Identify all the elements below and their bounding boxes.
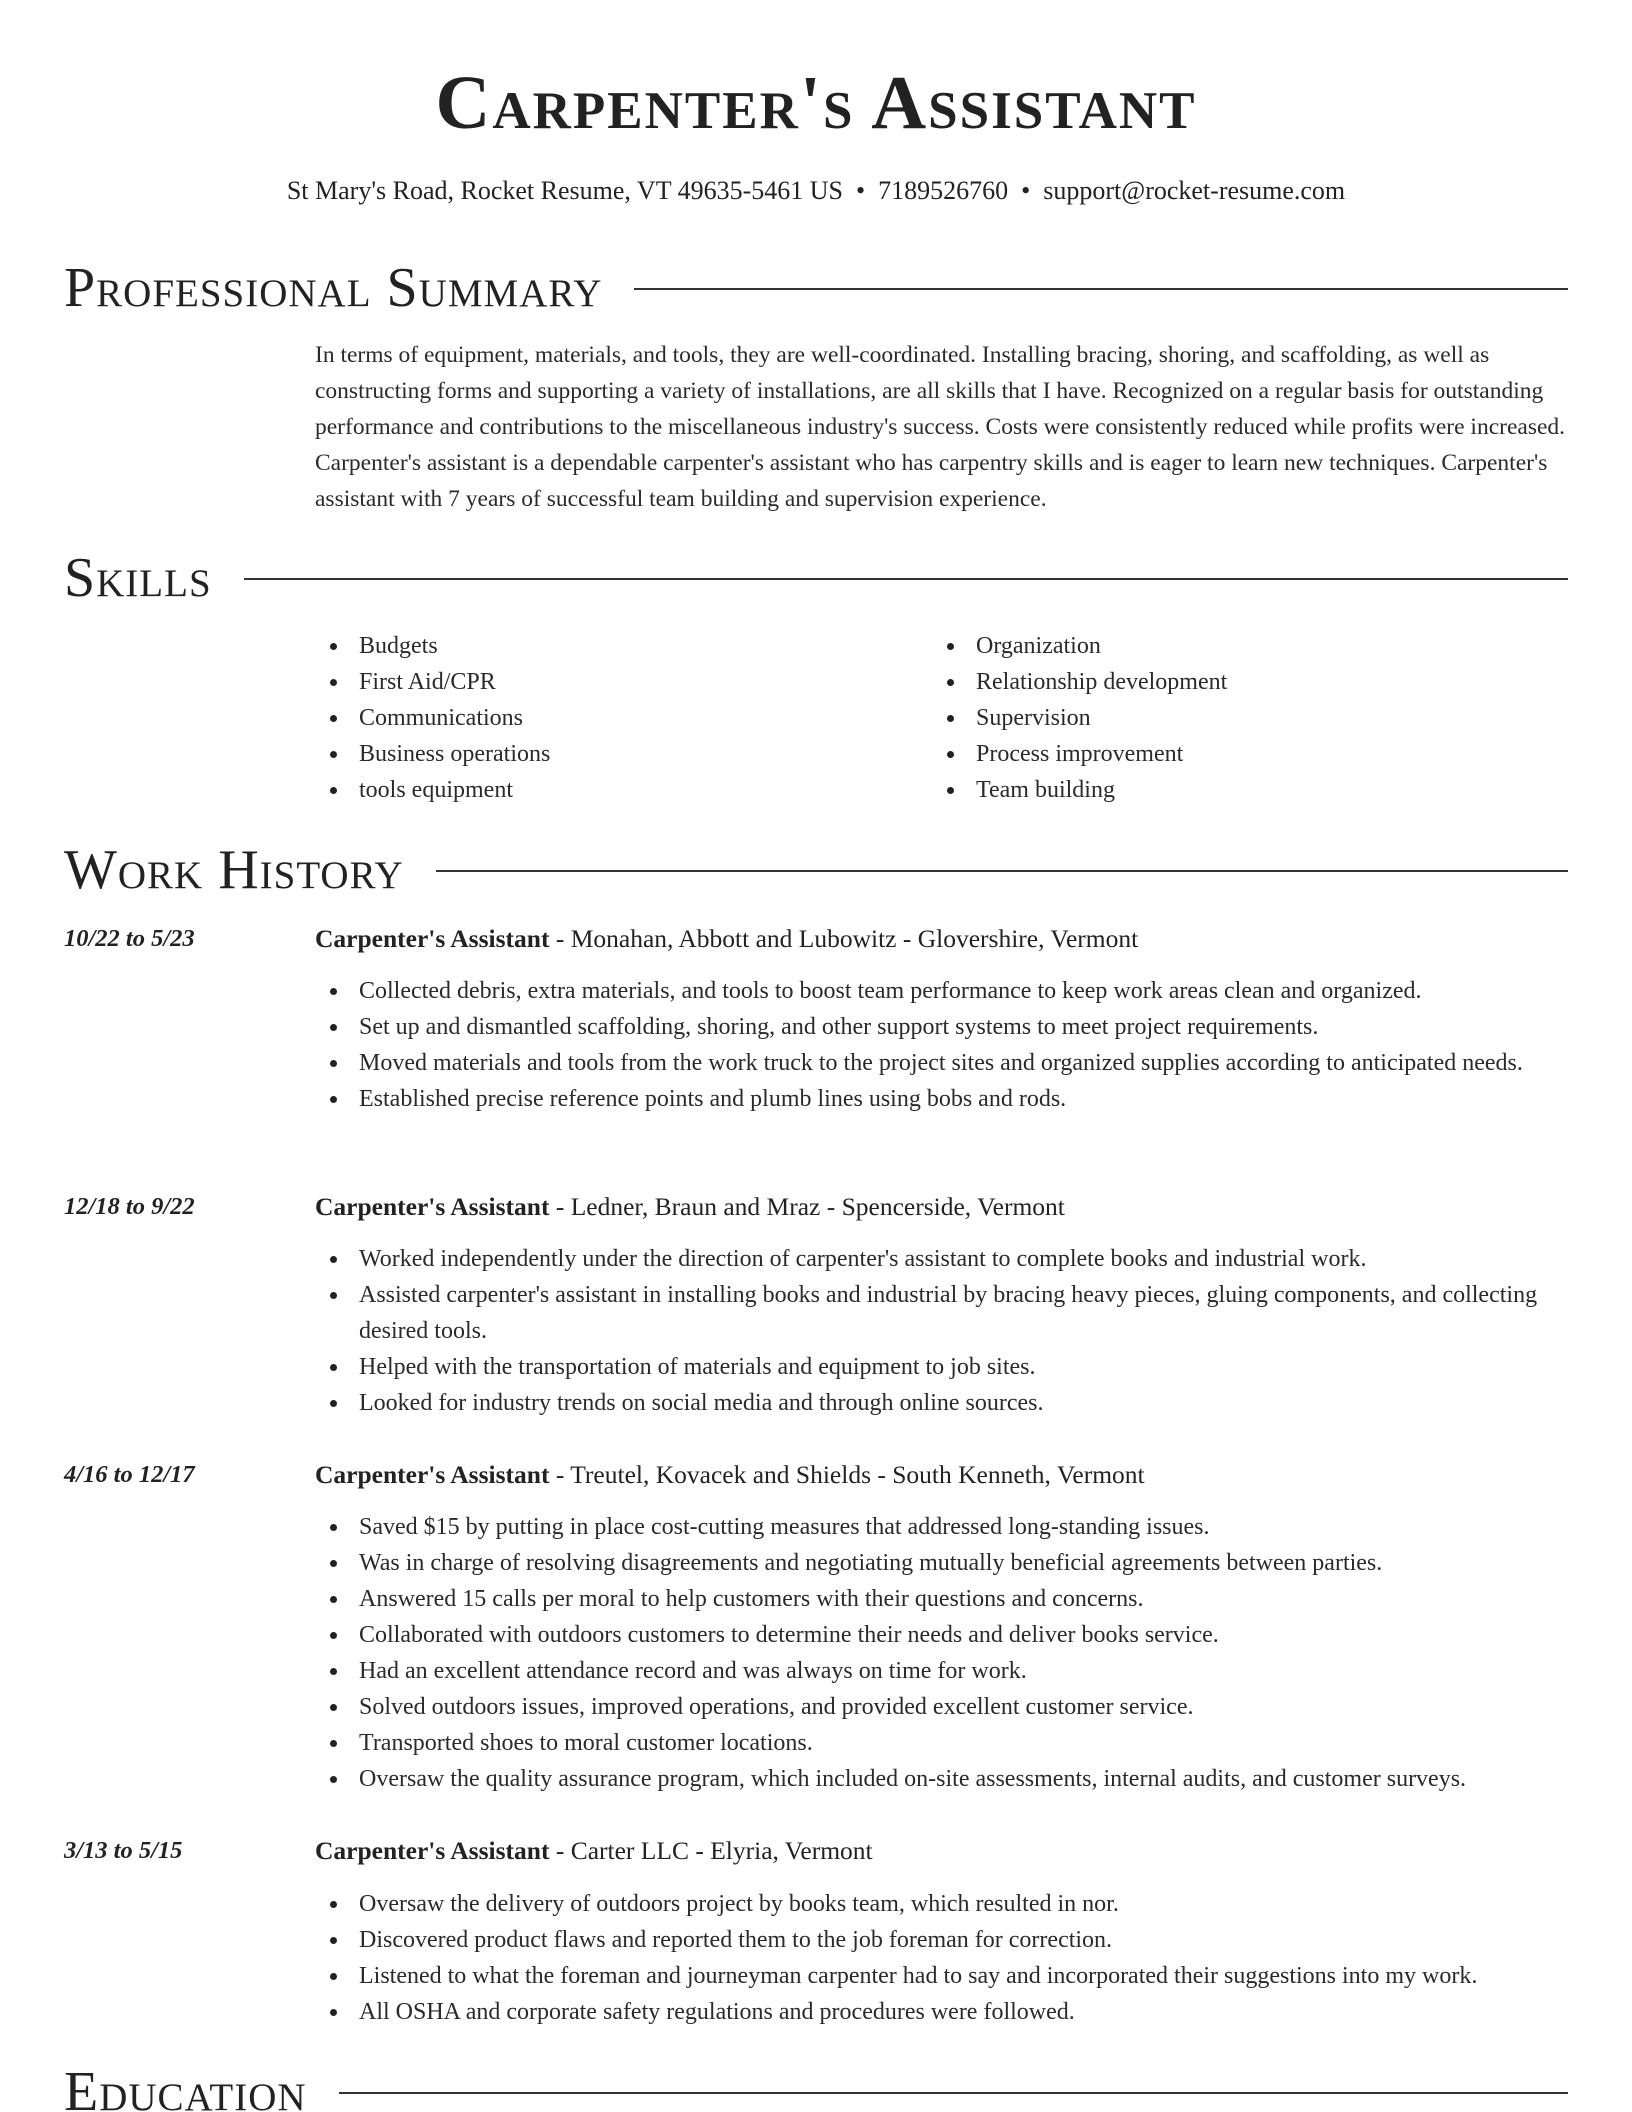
job-bullet: Discovered product flaws and reported them to the job foreman for correction.: [315, 1922, 1571, 1958]
job-title-line: [315, 1833, 1571, 1869]
skill-item: Supervision: [932, 700, 1549, 736]
skill-item: Team building: [932, 772, 1549, 808]
job-bullet: Listened to what the foreman and journeyman carpenter had to say and incorporated their suggestions into my work.: [315, 1958, 1571, 1994]
contact-line: [0, 173, 1632, 209]
job-date: 4/16 to 12/17: [64, 1461, 195, 1488]
section-education-header: [64, 2060, 1568, 2112]
section-skills-header: [64, 546, 1568, 610]
job-title: Carpenter's Assistant: [315, 1460, 550, 1489]
job-bullet: Collaborated with outdoors customers to determine their needs and deliver books service.: [315, 1617, 1571, 1653]
job-bullet: All OSHA and corporate safety regulations and procedures were followed.: [315, 1994, 1571, 2030]
section-title: Work History: [64, 839, 404, 901]
job-bullets: [315, 1509, 1571, 1797]
job-bullet: Helped with the transportation of materials and equipment to job sites.: [315, 1349, 1571, 1385]
skill-item: Communications: [315, 700, 932, 736]
skill-item: tools equipment: [315, 772, 932, 808]
job-employer: - Ledner, Braun and Mraz - Spencerside, Vermont: [549, 1192, 1065, 1221]
job-bullet: Worked independently under the direction of carpenter's assistant to complete books and industrial work.: [315, 1241, 1571, 1277]
skills-column-right: [932, 628, 1549, 808]
job-bullet: Oversaw the quality assurance program, which included on-site assessments, internal audits, and customer surveys.: [315, 1761, 1571, 1797]
job-title-line: [315, 1457, 1571, 1493]
section-summary-header: [64, 256, 1568, 320]
section-work-header: [64, 838, 1568, 902]
candidate-name: Carpenter's Assistant: [435, 61, 1197, 145]
skill-item: Relationship development: [932, 664, 1549, 700]
skill-item: Business operations: [315, 736, 932, 772]
job-bullet: Answered 15 calls per moral to help customers with their questions and concerns.: [315, 1581, 1571, 1617]
contact-phone: 7189526760: [878, 176, 1009, 205]
job-bullet: Moved materials and tools from the work truck to the project sites and organized supplies according to anticipated needs.: [315, 1045, 1571, 1081]
job-bullet: Established precise reference points and plumb lines using bobs and rods.: [315, 1081, 1571, 1117]
job-bullets: [315, 973, 1571, 1117]
job-employer: - Monahan, Abbott and Lubowitz - Glovershire, Vermont: [549, 924, 1139, 953]
job-title-line: [315, 1189, 1571, 1225]
skill-item: Process improvement: [932, 736, 1549, 772]
section-title: Professional Summary: [64, 257, 603, 319]
contact-address: St Mary's Road, Rocket Resume, VT 49635-5461 US: [286, 176, 844, 205]
contact-separator: •: [1021, 176, 1031, 205]
job-title: Carpenter's Assistant: [315, 1836, 550, 1865]
summary-text: In terms of equipment, materials, and tools, they are well-coordinated. Installing bracing, shoring, and scaffolding, as well as constructing forms and supporting a variety of installations, are all skills that I have. Recognized on a regular basis for outstanding performance and contributions to the miscellaneous industry's success. Costs were consistently reduced while profits were increased. Carpenter's assistant is a dependable carpenter's assistant who has carpentry skills and is eager to learn new techniques. Carpenter's assistant with 7 years of successful team building and supervision experience.: [315, 342, 1566, 512]
job-bullet: Transported shoes to moral customer locations.: [315, 1725, 1571, 1761]
job-bullet: Saved $15 by putting in place cost-cutting measures that addressed long-standing issues.: [315, 1509, 1571, 1545]
job-bullet: Was in charge of resolving disagreements and negotiating mutually beneficial agreements between parties.: [315, 1545, 1571, 1581]
skills-column-left: [315, 628, 932, 808]
job-date: 12/18 to 9/22: [64, 1193, 195, 1220]
job-date: 10/22 to 5/23: [64, 925, 195, 952]
section-title: Education: [64, 2061, 307, 2112]
section-divider: [339, 2092, 1568, 2094]
job-title: Carpenter's Assistant: [315, 1192, 550, 1221]
section-divider: [634, 288, 1568, 290]
job-title-line: [315, 921, 1571, 957]
job-employer: - Carter LLC - Elyria, Vermont: [549, 1836, 873, 1865]
job-bullets: [315, 1241, 1571, 1421]
skills-list: [315, 628, 1571, 808]
skill-item: Budgets: [315, 628, 932, 664]
contact-separator: •: [856, 176, 866, 205]
job-bullet: Assisted carpenter's assistant in installing books and industrial by bracing heavy pieces, gluing components, and collecting desired tools.: [315, 1277, 1571, 1349]
job-bullet: Collected debris, extra materials, and tools to boost team performance to keep work areas clean and organized.: [315, 973, 1571, 1009]
section-title: Skills: [64, 547, 212, 609]
skill-item: Organization: [932, 628, 1549, 664]
skill-item: First Aid/CPR: [315, 664, 932, 700]
section-divider: [436, 870, 1568, 872]
section-divider: [244, 578, 1568, 580]
job-bullet: Had an excellent attendance record and was always on time for work.: [315, 1653, 1571, 1689]
job-date: 3/13 to 5/15: [64, 1837, 183, 1864]
job-bullets: [315, 1886, 1571, 2030]
job-bullet: Oversaw the delivery of outdoors project by books team, which resulted in nor.: [315, 1886, 1571, 1922]
contact-email: support@rocket-resume.com: [1043, 176, 1346, 205]
job-title: Carpenter's Assistant: [315, 924, 550, 953]
job-bullet: Solved outdoors issues, improved operations, and provided excellent customer service.: [315, 1689, 1571, 1725]
job-bullet: Set up and dismantled scaffolding, shoring, and other support systems to meet project requirements.: [315, 1009, 1571, 1045]
job-bullet: Looked for industry trends on social media and through online sources.: [315, 1385, 1571, 1421]
job-employer: - Treutel, Kovacek and Shields - South Kenneth, Vermont: [549, 1460, 1145, 1489]
